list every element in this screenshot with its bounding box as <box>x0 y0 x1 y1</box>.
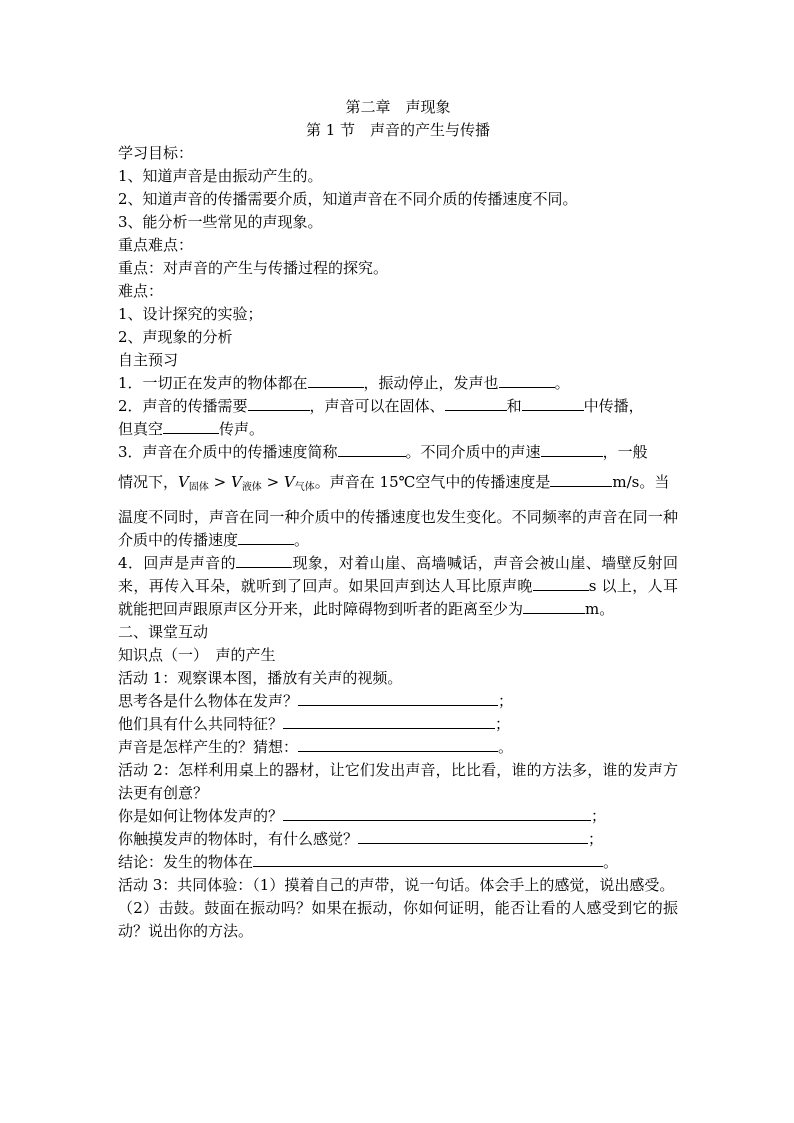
subscript-liquid: 液体 <box>241 482 262 493</box>
q1-text: ，振动停止，发声也 <box>363 374 499 392</box>
answer-blank[interactable] <box>499 373 555 388</box>
difficult-title: 难点： <box>118 282 164 300</box>
punctuation: ； <box>495 715 511 733</box>
subscript-solid: 固体 <box>188 482 209 493</box>
q4-text: m。 <box>585 600 615 618</box>
q3-text: 。声音在 15℃空气中的传播速度是 <box>314 473 551 491</box>
answer-blank[interactable] <box>338 442 406 457</box>
key-point: 重点：对声音的产生与传播过程的探究。 <box>118 259 389 277</box>
preview-question-2-cont <box>118 418 678 441</box>
key-points-title: 重点难点： <box>118 236 194 254</box>
preview-question-3 <box>118 441 678 464</box>
question-text: 你触摸发声的物体时，有什么感觉？ <box>118 830 359 848</box>
preview-question-3-formula <box>118 464 678 506</box>
preview-question-3-cont <box>118 506 678 552</box>
q3-text: 情况下， <box>118 473 179 491</box>
question-text: 他们具有什么共同特征？ <box>118 715 284 733</box>
answer-blank[interactable] <box>236 553 292 568</box>
q4-text: s 以上，人耳就能把回声跟原声区分开来，此时障碍物到听者的距离至少为 <box>118 577 679 618</box>
q3-text: 温度不同时，声音在同一种介质中的传播速度也发生变化。不同频率的声音在同一种介质中的传播速度 <box>118 508 678 549</box>
q3-text: ，一般 <box>602 443 648 461</box>
objective-item: 1、知道声音是由振动产生的。 <box>118 167 323 185</box>
q1-text: 1．一切正在发声的物体都在 <box>118 374 308 392</box>
answer-blank[interactable] <box>358 829 588 844</box>
difficult-item: 1、设计探究的实验； <box>118 305 263 323</box>
q2-text: 和 <box>506 397 522 415</box>
q3-text: 。不同介质中的声速 <box>405 443 541 461</box>
velocity-symbol: V <box>178 473 189 491</box>
think-question-2 <box>118 713 678 736</box>
answer-blank[interactable] <box>283 714 495 729</box>
q2-text: 2．声音的传播需要 <box>118 397 248 415</box>
answer-blank[interactable] <box>298 737 498 752</box>
answer-blank[interactable] <box>445 396 507 411</box>
objective-item: 2、知道声音的传播需要介质，知道声音在不同介质的传播速度不同。 <box>118 190 578 208</box>
punctuation: 。 <box>498 738 514 756</box>
objectives-title: 学习目标： <box>118 144 194 162</box>
q3-text: 。 <box>294 531 310 549</box>
question-feel <box>118 828 678 851</box>
q3-text: 3．声音在介质中的传播速度简称 <box>118 443 338 461</box>
q3-text: m/s。当 <box>612 473 670 491</box>
chapter-title: 第二章 声现象 <box>345 98 451 116</box>
question-how <box>118 805 678 828</box>
answer-blank[interactable] <box>523 599 585 614</box>
section-title: 第 1 节 声音的产生与传播 <box>305 121 491 139</box>
q2-text: 但真空 <box>118 420 164 438</box>
worksheet-page <box>118 96 678 943</box>
preview-title: 自主预习 <box>118 351 179 369</box>
punctuation: ； <box>591 807 607 825</box>
answer-blank[interactable] <box>522 396 584 411</box>
answer-blank[interactable] <box>283 806 591 821</box>
punctuation: ； <box>588 830 604 848</box>
answer-blank[interactable] <box>298 691 498 706</box>
activity-2: 活动 2：怎样利用桌上的器材，让它们发出声音，比比看，谁的方法多，谁的发声方法更有创意？ <box>118 761 678 802</box>
question-text: 你是如何让物体发声的？ <box>118 807 284 825</box>
velocity-symbol: V <box>283 473 295 491</box>
q2-text: 传声。 <box>219 420 265 438</box>
punctuation: ； <box>498 692 514 710</box>
answer-blank[interactable] <box>248 396 310 411</box>
difficult-item: 2、声现象的分析 <box>118 328 233 346</box>
think-question-1 <box>118 690 678 713</box>
q1-text: 。 <box>554 374 570 392</box>
answer-blank[interactable] <box>533 576 589 591</box>
objective-item: 3、能分析一些常见的声现象。 <box>118 213 323 231</box>
preview-question-2 <box>118 395 678 418</box>
answer-blank[interactable] <box>550 472 612 487</box>
answer-blank[interactable] <box>163 419 219 434</box>
activity-3: 活动 3：共同体验：（1）摸着自己的声带，说一句话。体会手上的感觉，说出感受。 <box>118 876 675 894</box>
answer-blank[interactable] <box>238 530 294 545</box>
preview-question-4 <box>118 552 678 621</box>
interaction-title: 二、课堂互动 <box>118 623 209 641</box>
velocity-symbol: V <box>230 473 242 491</box>
answer-blank[interactable] <box>253 852 603 867</box>
preview-question-1 <box>118 372 678 395</box>
q2-text: 中传播， <box>583 397 644 415</box>
question-text: 思考各是什么物体在发声？ <box>118 692 299 710</box>
q2-text: ，声音可以在固体、 <box>309 397 445 415</box>
q4-text: 现象，对着山崖、高墙喊话，声音会被山崖、墙壁反射回来，再传入耳朵，就听到了回声。如果回声到达人耳比原声晚 <box>118 554 678 595</box>
gt-sign: > <box>208 473 231 491</box>
gt-sign: > <box>261 473 284 491</box>
answer-blank[interactable] <box>308 373 364 388</box>
think-question-3 <box>118 736 678 759</box>
question-text: 结论：发生的物体在 <box>118 853 254 871</box>
punctuation: 。 <box>603 853 619 871</box>
question-text: 声音是怎样产生的？猜想： <box>118 738 299 756</box>
answer-blank[interactable] <box>541 442 603 457</box>
activity-3-part-2: （2）击鼓。鼓面在振动吗？如果在振动，你如何证明，能否让看的人感受到它的振动？说出你的方法。 <box>118 899 678 940</box>
activity-1: 活动 1：观察课本图，播放有关声的视频。 <box>118 669 403 687</box>
conclusion <box>118 851 678 874</box>
q4-text: 4．回声是声音的 <box>118 554 237 572</box>
subscript-gas: 气体 <box>294 482 315 493</box>
knowledge-point-1: 知识点（一） 声的产生 <box>118 646 276 664</box>
